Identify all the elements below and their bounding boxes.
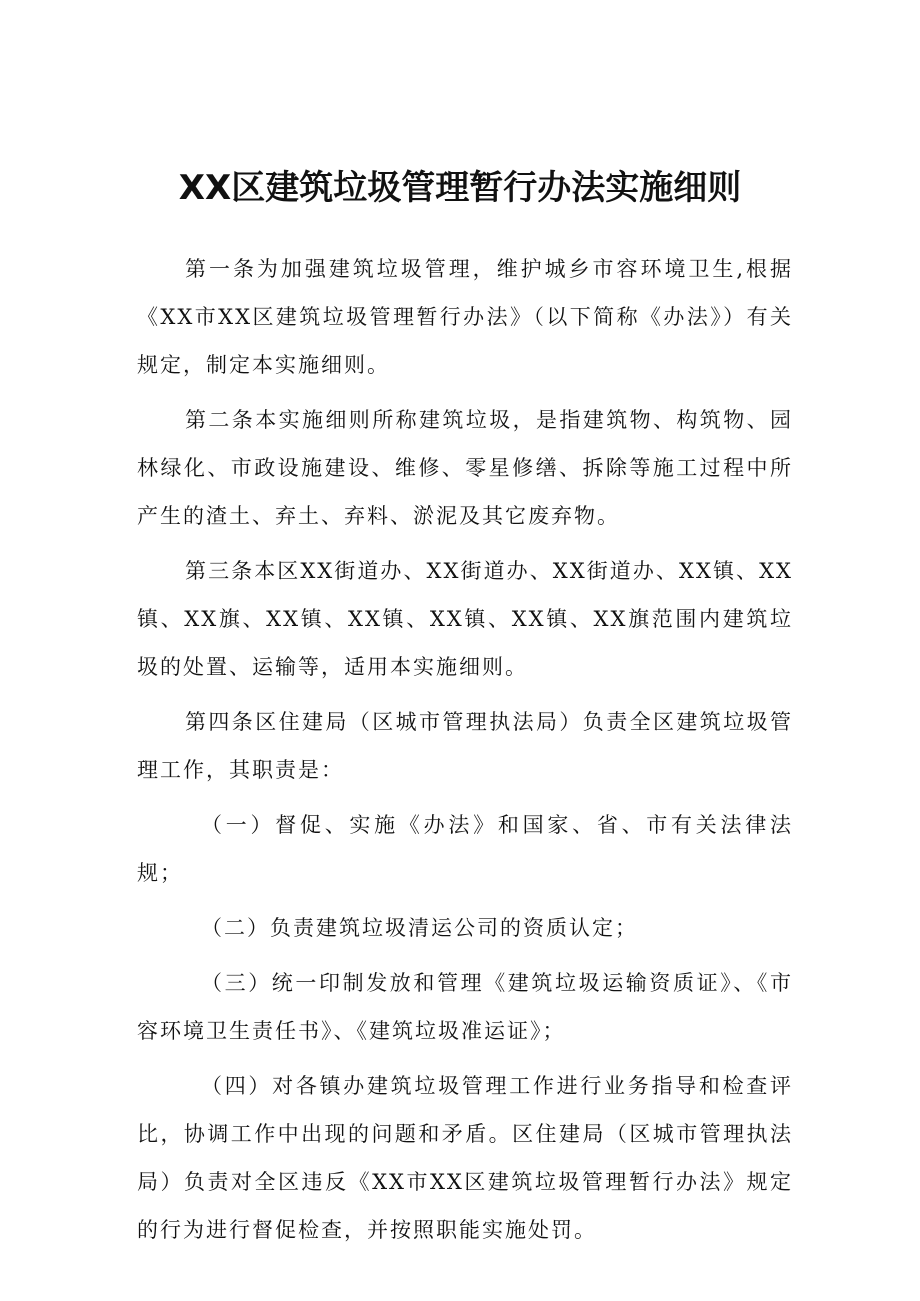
document-body bbox=[137, 245, 793, 1261]
duty-item-1: （一）督促、实施《办法》和国家、省、市有关法律法规； bbox=[137, 813, 793, 885]
duty-item-3: （三）统一印制发放和管理《建筑垃圾运输资质证》、《市容环境卫生责任书》、《建筑垃圾准运证》； bbox=[137, 971, 793, 1043]
article-2-paragraph: 第二条本实施细则所称建筑垃圾，是指建筑物、构筑物、园林绿化、市政设施建设、维修、零星修缮、拆除等施工过程中所产生的渣土、弃土、弃料、淤泥及其它废弃物。 bbox=[137, 408, 793, 528]
article-3-paragraph: 第三条本区XX街道办、XX街道办、XX街道办、XX镇、XX镇、XX旗、XX镇、XX镇、XX镇、XX镇、XX旗范围内建筑垃圾的处置、运输等，适用本实施细则。 bbox=[137, 559, 793, 679]
article-1-paragraph: 第一条为加强建筑垃圾管理，维护城乡市容环境卫生,根据《XX市XX区建筑垃圾管理暂行办法》（以下简称《办法》）有关规定，制定本实施细则。 bbox=[137, 257, 793, 377]
duty-item-2: （二）负责建筑垃圾清运公司的资质认定； bbox=[201, 916, 638, 940]
duty-item-4: （四）对各镇办建筑垃圾管理工作进行业务指导和检查评比，协调工作中出现的问题和矛盾。区住建局（区城市管理执法局）负责对全区违反《XX市XX区建筑垃圾管理暂行办法》规定的行为进行督促检查，并按照职能实施处罚。 bbox=[137, 1074, 793, 1242]
article-4-paragraph: 第四条区住建局（区城市管理执法局）负责全区建筑垃圾管理工作，其职责是： bbox=[137, 710, 793, 782]
document-title: XX区建筑垃圾管理暂行办法实施细则 bbox=[178, 168, 742, 208]
